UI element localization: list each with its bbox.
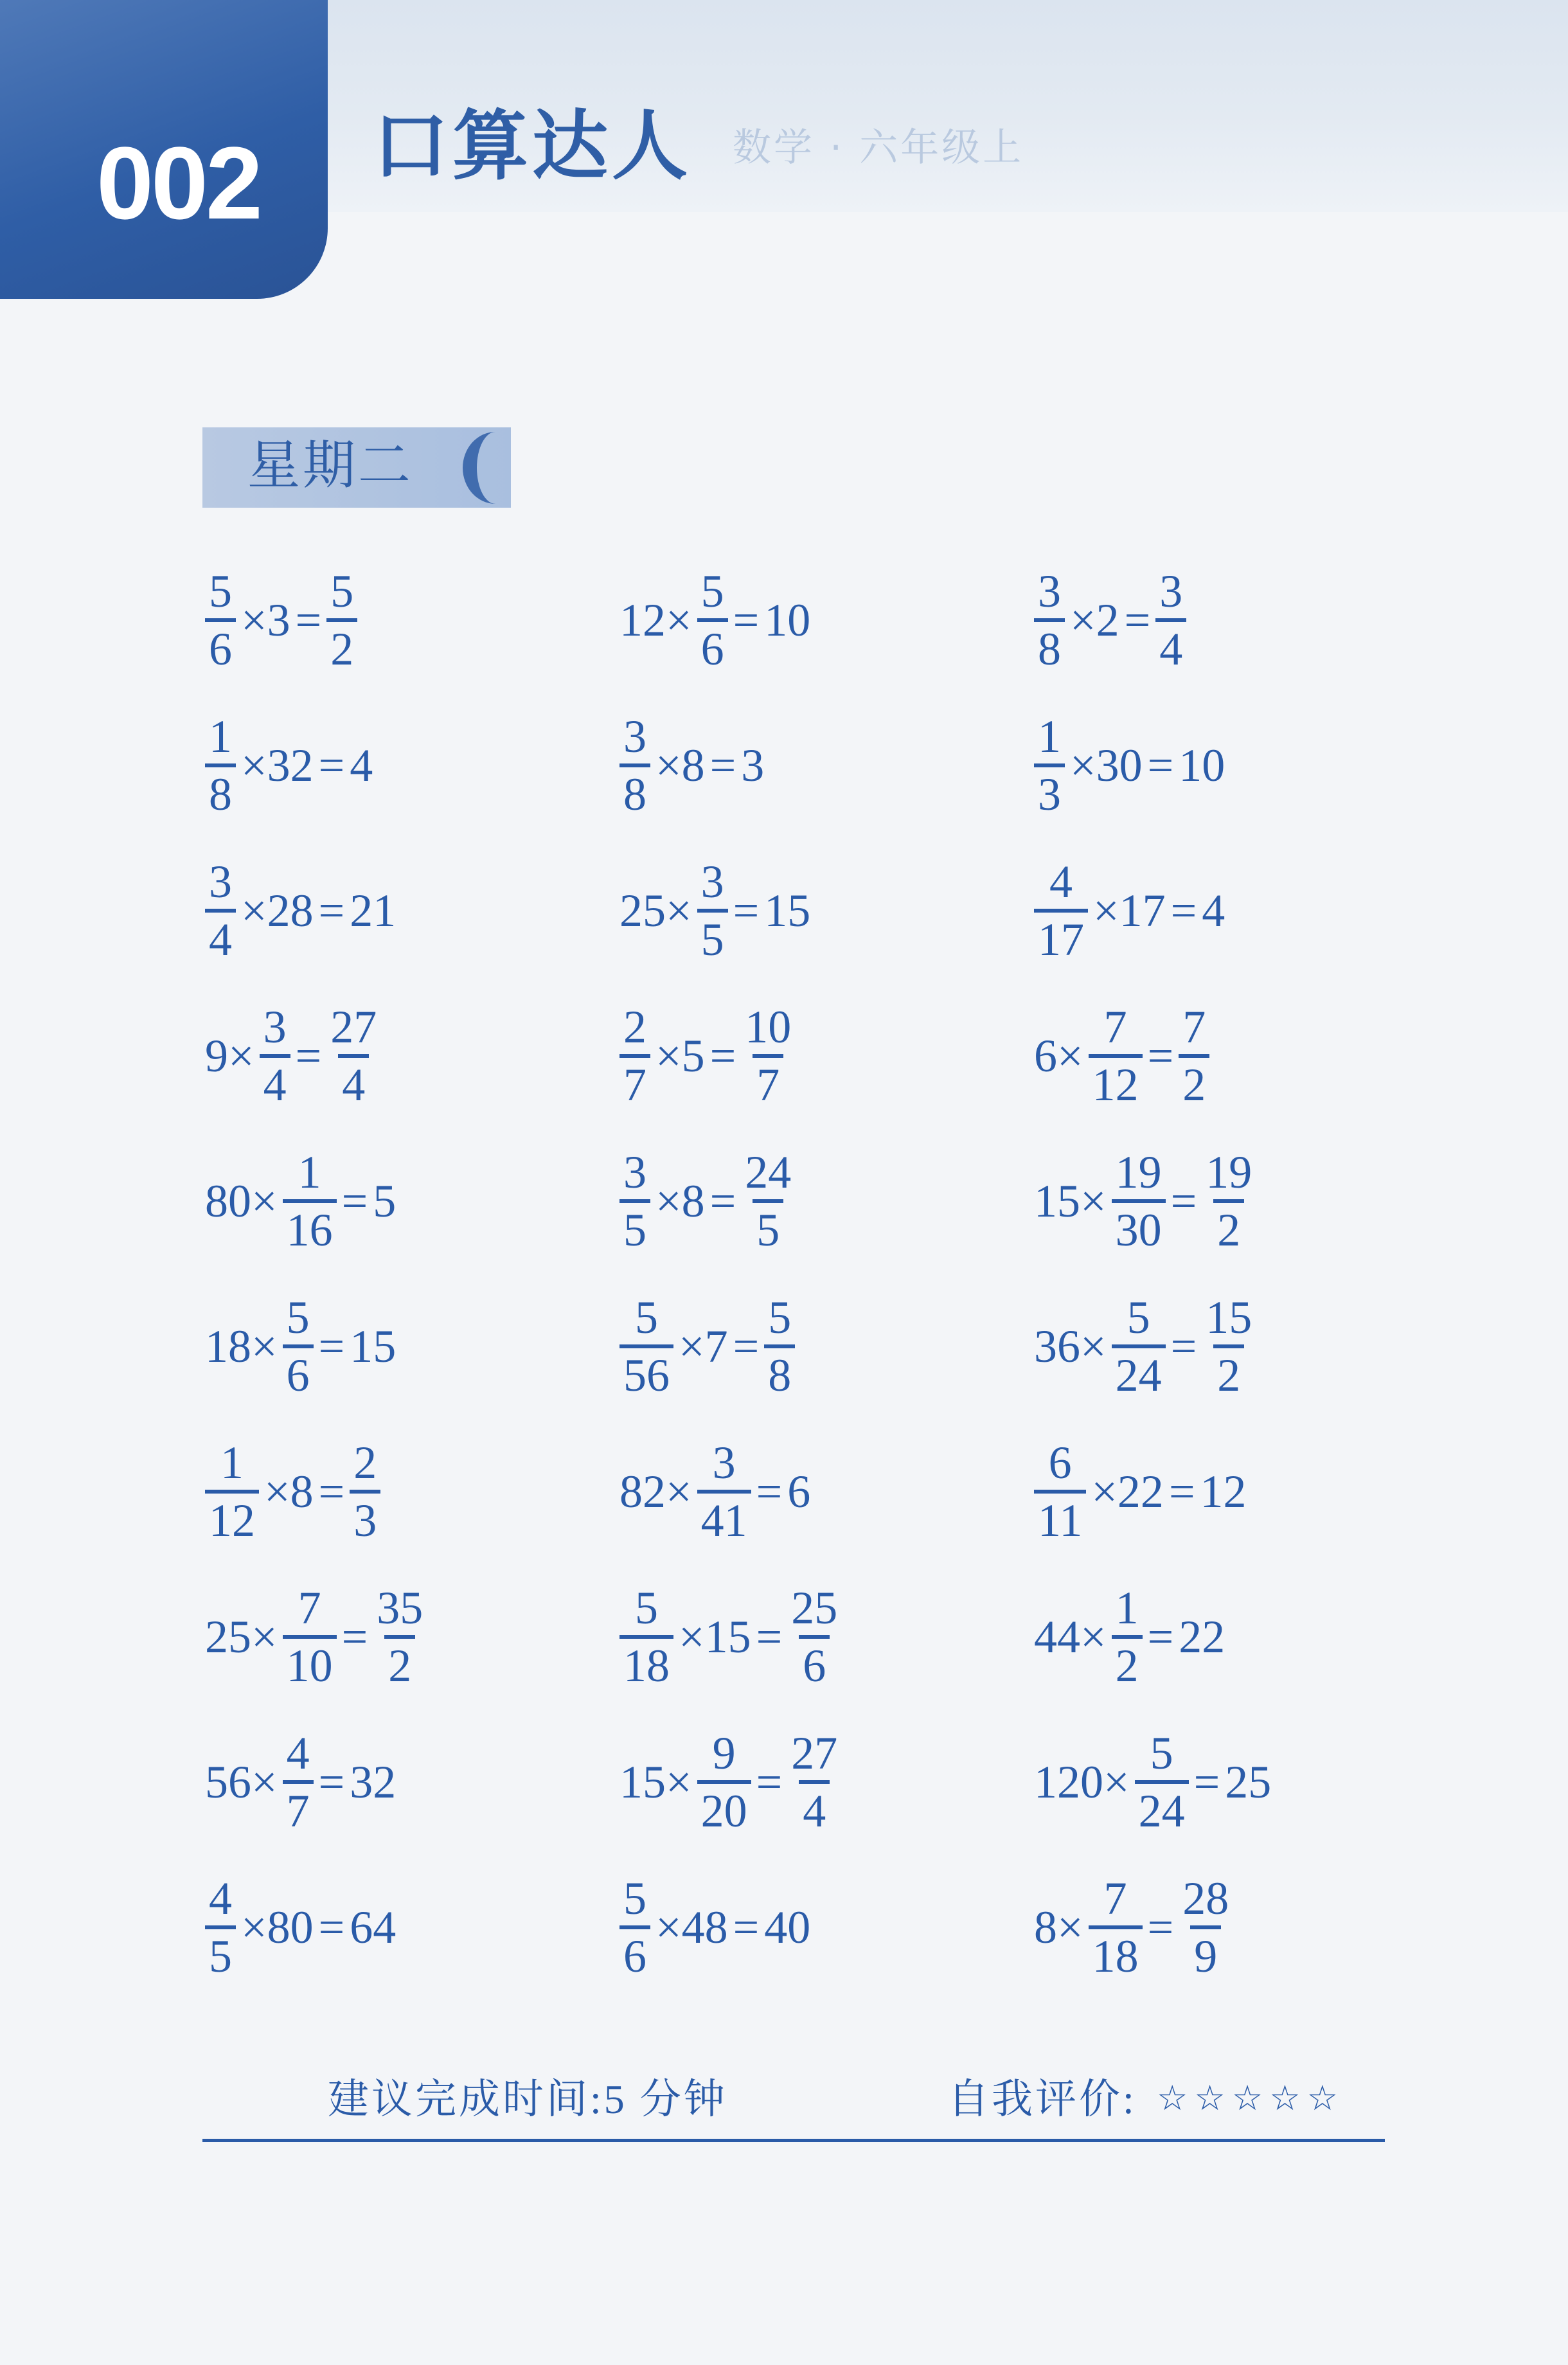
expression-term: ×15	[679, 1611, 751, 1663]
denominator: 20	[697, 1780, 751, 1834]
fraction	[283, 1582, 337, 1691]
equals-sign: =	[733, 885, 760, 936]
expression-term: 120×	[1034, 1756, 1130, 1808]
equation	[202, 695, 375, 836]
denominator: 24	[1135, 1780, 1189, 1834]
footer-rule	[202, 2139, 1385, 2142]
equals-sign: =	[756, 1756, 783, 1808]
denominator: 56	[619, 1344, 673, 1398]
fraction	[764, 1292, 795, 1401]
denominator: 6	[205, 618, 236, 672]
fraction	[697, 1437, 751, 1546]
equation	[202, 1566, 429, 1708]
equals-sign: =	[295, 1030, 322, 1082]
equals-sign: =	[1170, 1175, 1197, 1227]
expression-term: ×32	[241, 740, 314, 791]
fraction	[697, 566, 728, 675]
expression-term: 12×	[619, 594, 692, 646]
equals-sign: =	[733, 594, 760, 646]
numerator: 5	[768, 1292, 792, 1343]
denominator: 2	[1179, 1054, 1209, 1108]
denominator: 12	[1089, 1054, 1143, 1108]
expression-term: 4	[350, 740, 373, 791]
numerator: 19	[1206, 1147, 1252, 1198]
fraction	[373, 1582, 427, 1691]
fraction	[205, 566, 236, 675]
fraction	[619, 1292, 673, 1401]
denominator: 9	[1190, 1925, 1221, 1979]
equation	[617, 695, 767, 836]
denominator: 7	[619, 1054, 650, 1108]
numerator: 2	[623, 1001, 646, 1053]
fraction	[619, 711, 650, 820]
denominator: 24	[1112, 1344, 1166, 1398]
numerator: 3	[1159, 566, 1183, 617]
expression-term: ×8	[264, 1466, 314, 1517]
equation	[1031, 1421, 1249, 1562]
numerator: 7	[1182, 1001, 1206, 1053]
fraction	[326, 566, 357, 675]
equation	[202, 1130, 398, 1272]
numerator: 5	[286, 1292, 310, 1343]
expression-term: 9×	[205, 1030, 254, 1082]
fraction	[1202, 1147, 1256, 1256]
denominator: 5	[619, 1199, 650, 1253]
fraction	[1034, 1437, 1086, 1546]
equation	[617, 1857, 813, 1998]
numerator: 5	[1150, 1727, 1173, 1779]
fraction	[1179, 1001, 1209, 1111]
equals-sign: =	[318, 1756, 345, 1808]
denominator: 4	[260, 1054, 290, 1108]
denominator: 4	[799, 1780, 830, 1834]
numerator: 3	[623, 711, 646, 762]
equation	[617, 1130, 797, 1272]
fraction	[697, 1727, 751, 1837]
denominator: 18	[1089, 1925, 1143, 1979]
equation	[1031, 1566, 1227, 1708]
expression-term: 15	[764, 885, 811, 936]
numerator: 3	[712, 1437, 736, 1488]
numerator: 19	[1115, 1147, 1162, 1198]
equals-sign: =	[1168, 1466, 1195, 1517]
fraction	[697, 856, 728, 965]
denominator: 2	[1213, 1344, 1244, 1398]
expression-term: 10	[1179, 740, 1225, 791]
equals-sign: =	[318, 1902, 345, 1953]
equals-sign: =	[1170, 885, 1197, 936]
denominator: 2	[1112, 1635, 1143, 1689]
expression-term: 25×	[619, 885, 692, 936]
numerator: 10	[745, 1001, 792, 1053]
fraction	[1112, 1147, 1166, 1256]
fraction	[1202, 1292, 1256, 1401]
denominator: 2	[384, 1635, 415, 1689]
fraction	[283, 1727, 314, 1837]
numerator: 5	[623, 1873, 646, 1924]
denominator: 3	[350, 1490, 380, 1544]
equation	[617, 840, 813, 981]
denominator: 3	[1034, 763, 1065, 817]
day-label-tail	[463, 432, 528, 504]
numerator: 15	[1206, 1292, 1252, 1343]
expression-term: 80×	[205, 1175, 278, 1227]
expression-term: 15×	[1034, 1175, 1107, 1227]
denominator: 16	[283, 1199, 337, 1253]
rating-stars[interactable]: ☆☆☆☆☆	[1157, 2078, 1345, 2118]
equals-sign: =	[318, 740, 345, 791]
equation	[1031, 1130, 1258, 1272]
denominator: 5	[697, 909, 728, 963]
fraction	[350, 1437, 380, 1546]
expression-term: 64	[350, 1902, 396, 1953]
fraction	[283, 1147, 337, 1256]
numerator: 7	[298, 1582, 321, 1634]
numerator: 7	[1103, 1873, 1127, 1924]
fraction	[1112, 1292, 1166, 1401]
equals-sign: =	[318, 1466, 345, 1517]
numerator: 1	[220, 1437, 244, 1488]
numerator: 3	[209, 856, 232, 907]
fraction	[1034, 566, 1065, 675]
self-rating-label: 自我评价:	[948, 2076, 1137, 2122]
numerator: 24	[745, 1147, 792, 1198]
equals-sign: =	[709, 1030, 736, 1082]
denominator: 10	[283, 1635, 337, 1689]
expression-term: 44×	[1034, 1611, 1107, 1663]
expression-term: 15	[350, 1321, 396, 1372]
book-title: 口算达人	[373, 102, 692, 190]
denominator: 30	[1112, 1199, 1166, 1253]
equation	[617, 1711, 844, 1853]
expression-term: 12	[1200, 1466, 1247, 1517]
denominator: 4	[205, 909, 236, 963]
denominator: 7	[283, 1780, 314, 1834]
equation	[202, 1711, 398, 1853]
numerator: 35	[377, 1582, 423, 1634]
numerator: 5	[209, 566, 232, 617]
equation	[1031, 840, 1227, 981]
numerator: 1	[298, 1147, 321, 1198]
equation	[617, 1566, 844, 1708]
numerator: 5	[330, 566, 354, 617]
denominator: 11	[1034, 1490, 1086, 1544]
equation	[1031, 549, 1189, 691]
expression-term: ×5	[655, 1030, 705, 1082]
equals-sign: =	[1147, 1902, 1174, 1953]
expression-term: ×2	[1070, 594, 1119, 646]
denominator: 8	[205, 763, 236, 817]
numerator: 25	[791, 1582, 838, 1634]
fraction	[205, 1437, 259, 1546]
equals-sign: =	[1170, 1321, 1197, 1372]
denominator: 4	[1155, 618, 1186, 672]
denominator: 8	[1034, 618, 1065, 672]
equation	[202, 1857, 398, 1998]
denominator: 6	[697, 618, 728, 672]
numerator: 7	[1103, 1001, 1127, 1053]
fraction	[260, 1001, 290, 1111]
denominator: 8	[619, 763, 650, 817]
equation	[617, 1276, 797, 1417]
equals-sign: =	[1147, 1030, 1174, 1082]
fraction	[619, 1582, 673, 1691]
fraction	[619, 1873, 650, 1982]
fraction	[1034, 856, 1088, 965]
equals-sign: =	[318, 1321, 345, 1372]
equals-sign: =	[341, 1175, 368, 1227]
equation	[1031, 1276, 1258, 1417]
expression-term: 6	[787, 1466, 811, 1517]
expression-term: ×22	[1091, 1466, 1164, 1517]
numerator: 1	[209, 711, 232, 762]
expression-term: 25	[1225, 1756, 1272, 1808]
fraction	[205, 711, 236, 820]
denominator: 6	[619, 1925, 650, 1979]
fraction	[1089, 1873, 1143, 1982]
numerator: 5	[635, 1292, 658, 1343]
expression-term: 15×	[619, 1756, 692, 1808]
denominator: 17	[1034, 909, 1088, 963]
page-number: 002	[96, 125, 260, 240]
fraction	[1112, 1582, 1143, 1691]
numerator: 1	[1038, 711, 1061, 762]
equals-sign: =	[709, 740, 736, 791]
numerator: 5	[1127, 1292, 1150, 1343]
expression-term: 3	[741, 740, 765, 791]
numerator: 4	[1049, 856, 1073, 907]
equals-sign: =	[733, 1902, 760, 1953]
expression-term: 18×	[205, 1321, 278, 1372]
expression-term: 25×	[205, 1611, 278, 1663]
fraction	[205, 856, 236, 965]
expression-term: ×17	[1093, 885, 1166, 936]
equation	[617, 549, 813, 691]
equals-sign: =	[1147, 740, 1174, 791]
expression-term: 5	[373, 1175, 396, 1227]
expression-term: ×3	[241, 594, 290, 646]
expression-term: ×48	[655, 1902, 728, 1953]
fraction	[326, 1001, 380, 1111]
denominator: 8	[764, 1344, 795, 1398]
equation	[617, 1421, 813, 1562]
equals-sign: =	[318, 885, 345, 936]
fraction	[1179, 1873, 1233, 1982]
numerator: 2	[353, 1437, 377, 1488]
fraction	[205, 1873, 236, 1982]
denominator: 7	[753, 1054, 783, 1108]
equals-sign: =	[341, 1611, 368, 1663]
expression-term: ×30	[1070, 740, 1143, 791]
denominator: 5	[753, 1199, 783, 1253]
equation	[1031, 1711, 1274, 1853]
expression-term: 21	[350, 885, 396, 936]
fraction	[1089, 1001, 1143, 1111]
fraction	[787, 1727, 841, 1837]
denominator: 6	[283, 1344, 314, 1398]
equation	[1031, 1857, 1235, 1998]
fraction	[619, 1147, 650, 1256]
expression-term: 36×	[1034, 1321, 1107, 1372]
numerator: 3	[700, 856, 724, 907]
suggested-time: 建议完成时间:5 分钟	[328, 2076, 727, 2122]
expression-term: ×8	[655, 1175, 705, 1227]
subject-grade: 数学 · 六年级上	[733, 125, 1024, 170]
numerator: 6	[1048, 1437, 1072, 1488]
expression-term: 82×	[619, 1466, 692, 1517]
fraction	[1135, 1727, 1189, 1837]
equation	[202, 1421, 383, 1562]
denominator: 18	[619, 1635, 673, 1689]
expression-term: 40	[764, 1902, 811, 1953]
expression-term: 4	[1202, 885, 1225, 936]
equals-sign: =	[709, 1175, 736, 1227]
numerator: 28	[1182, 1873, 1229, 1924]
equals-sign: =	[1124, 594, 1151, 646]
fraction	[787, 1582, 841, 1691]
denominator: 2	[326, 618, 357, 672]
fraction	[283, 1292, 314, 1401]
denominator: 12	[205, 1490, 259, 1544]
fraction	[619, 1001, 650, 1111]
numerator: 27	[330, 1001, 377, 1053]
expression-term: ×80	[241, 1902, 314, 1953]
day-label: 星期二	[247, 435, 414, 496]
fraction	[741, 1147, 795, 1256]
equals-sign: =	[1193, 1756, 1220, 1808]
equals-sign: =	[1147, 1611, 1174, 1663]
equals-sign: =	[756, 1611, 783, 1663]
numerator: 3	[263, 1001, 287, 1053]
denominator: 2	[1213, 1199, 1244, 1253]
equals-sign: =	[756, 1466, 783, 1517]
equation	[617, 985, 797, 1127]
expression-term: ×8	[655, 740, 705, 791]
equals-sign: =	[733, 1321, 760, 1372]
equation	[202, 549, 360, 691]
expression-term: 10	[764, 594, 811, 646]
expression-term: 56×	[205, 1756, 278, 1808]
numerator: 27	[791, 1727, 838, 1779]
numerator: 3	[1038, 566, 1061, 617]
equation	[1031, 695, 1227, 836]
expression-term: 8×	[1034, 1902, 1083, 1953]
equation	[202, 1276, 398, 1417]
equation	[202, 985, 383, 1127]
equation	[1031, 985, 1212, 1127]
fraction	[1034, 711, 1065, 820]
numerator: 1	[1115, 1582, 1139, 1634]
numerator: 4	[209, 1873, 232, 1924]
numerator: 9	[712, 1727, 736, 1779]
denominator: 41	[697, 1490, 751, 1544]
numerator: 3	[623, 1147, 646, 1198]
denominator: 5	[205, 1925, 236, 1979]
equation	[202, 840, 398, 981]
expression-term: ×7	[679, 1321, 728, 1372]
denominator: 4	[338, 1054, 369, 1108]
expression-term: 22	[1179, 1611, 1225, 1663]
fraction	[1155, 566, 1186, 675]
numerator: 5	[700, 566, 724, 617]
fraction	[741, 1001, 795, 1111]
expression-term: 32	[350, 1756, 396, 1808]
numerator: 4	[286, 1727, 310, 1779]
numerator: 5	[635, 1582, 658, 1634]
equals-sign: =	[295, 594, 322, 646]
expression-term: ×28	[241, 885, 314, 936]
denominator: 6	[799, 1635, 830, 1689]
expression-term: 6×	[1034, 1030, 1083, 1082]
